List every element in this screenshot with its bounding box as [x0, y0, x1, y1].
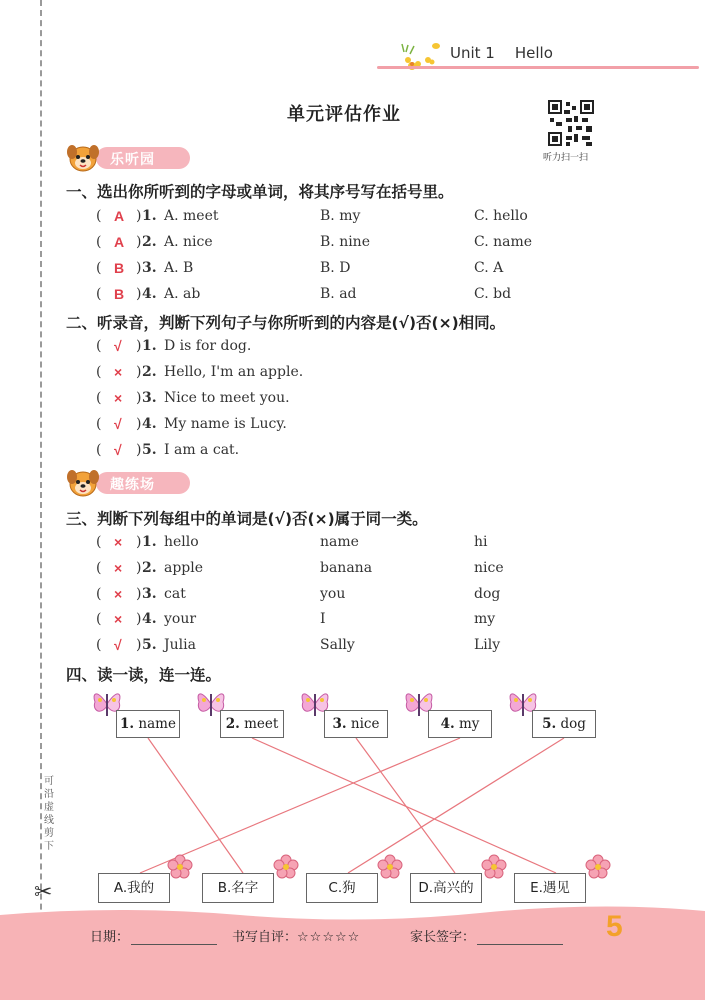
section-banner-practice: [66, 467, 190, 499]
meaning-box-e[interactable]: E.遇见: [514, 873, 586, 903]
date-label: 日期：: [90, 930, 130, 945]
q4-number: 四、: [66, 666, 98, 684]
word-box-1[interactable]: 1. name: [116, 710, 180, 738]
footer-background: [0, 905, 705, 1000]
unit-header: [450, 44, 573, 62]
q1-title: [66, 180, 454, 202]
q2-answer[interactable]: √: [114, 338, 122, 354]
q1-answer[interactable]: A: [114, 208, 125, 224]
scissors-icon: ✂: [34, 880, 53, 905]
page-title: 单元评估作业: [287, 104, 401, 125]
section-label-listen: 乐听园: [110, 152, 155, 168]
q3-answer[interactable]: ×: [114, 611, 123, 627]
self-eval-label: 书写自评：: [232, 930, 298, 945]
page-number: 5: [606, 910, 623, 943]
flower-icon: [480, 853, 508, 881]
meaning-box-a[interactable]: A.我的: [98, 873, 170, 903]
date-field[interactable]: [90, 926, 217, 945]
qr-caption: 听力扫一扫: [543, 153, 589, 163]
header-underline: [377, 66, 699, 69]
word-box-4[interactable]: 4. my: [428, 710, 492, 738]
star-rating[interactable]: ☆☆☆☆☆: [297, 930, 361, 945]
parent-sign-label: 家长签字：: [410, 930, 476, 945]
q3-instruction: 判断下列每组中的单词是(√)否(×)属于同一类。: [97, 510, 428, 528]
cut-note: 可沿虚线剪下: [44, 776, 54, 852]
word-box-5[interactable]: 5. dog: [532, 710, 596, 738]
q1-answer[interactable]: A: [114, 234, 125, 250]
q1-answer[interactable]: B: [114, 260, 125, 276]
q1-instruction: 选出你所听到的字母或单词，将其序号写在括号里。: [97, 183, 454, 201]
q4-title: [66, 663, 221, 685]
unit-label: Unit 1: [450, 44, 495, 62]
q3-answer[interactable]: ×: [114, 560, 123, 576]
parent-sign-blank[interactable]: [477, 932, 563, 945]
q1-answer[interactable]: B: [114, 286, 125, 302]
flower-icon: [584, 853, 612, 881]
flower-icon: [166, 853, 194, 881]
meaning-box-c[interactable]: C.狗: [306, 873, 378, 903]
q4-instruction: 读一读，连一连。: [97, 666, 222, 684]
q3-number: 三、: [66, 510, 98, 528]
section-label-practice: 趣练场: [110, 477, 155, 493]
q1-number: 一、: [66, 183, 98, 201]
q2-title: [66, 311, 505, 333]
date-blank[interactable]: [131, 932, 217, 945]
q3-answer[interactable]: √: [114, 637, 122, 653]
q3-title: [66, 507, 428, 529]
q2-answer[interactable]: ×: [114, 364, 123, 380]
flower-icon: [376, 853, 404, 881]
dog-mascot-icon: [66, 142, 100, 174]
q2-instruction: 听录音，判断下列句子与你所听到的内容是(√)否(×)相同。: [97, 314, 506, 332]
q2-answer[interactable]: √: [114, 442, 122, 458]
dog-mascot-icon: [66, 467, 100, 499]
match-line-3: [356, 738, 455, 873]
flower-icon: [272, 853, 300, 881]
parent-sign-field[interactable]: [410, 926, 563, 945]
meaning-box-d[interactable]: D.高兴的: [410, 873, 482, 903]
section-banner-listen: [66, 142, 190, 174]
meaning-box-b[interactable]: B.名字: [202, 873, 274, 903]
q2-answer[interactable]: √: [114, 416, 122, 432]
q2-answer[interactable]: ×: [114, 390, 123, 406]
q2-number: 二、: [66, 314, 98, 332]
lesson-label: Hello: [514, 44, 553, 62]
q3-answer[interactable]: ×: [114, 586, 123, 602]
word-box-2[interactable]: 2. meet: [220, 710, 284, 738]
match-line-1: [148, 738, 243, 873]
word-box-3[interactable]: 3. nice: [324, 710, 388, 738]
qr-code-icon[interactable]: [548, 100, 594, 146]
self-eval-field: [232, 926, 360, 945]
q3-answer[interactable]: ×: [114, 534, 123, 550]
